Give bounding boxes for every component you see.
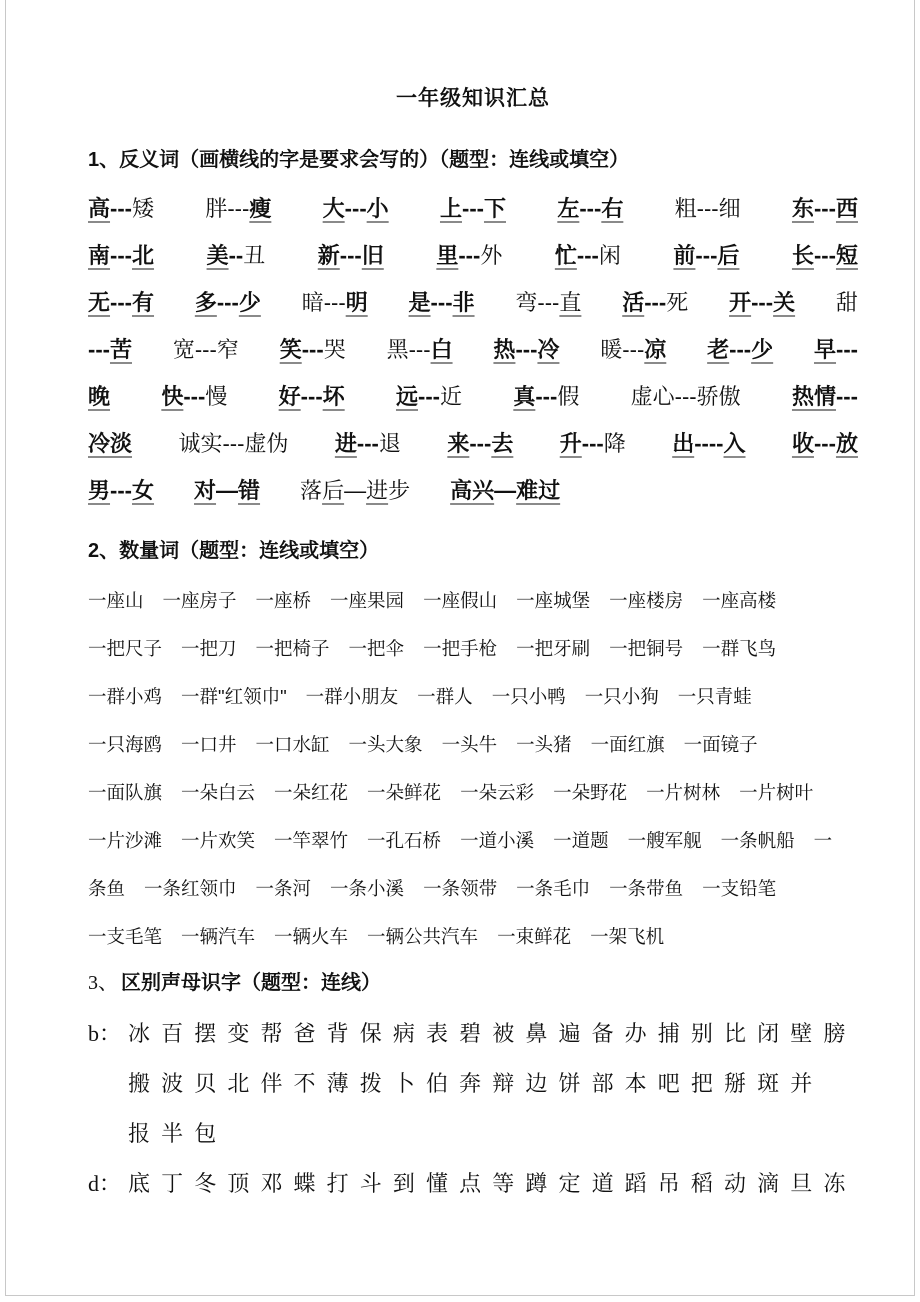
antonym-pair [675,192,741,223]
antonym-word: 南 [88,243,111,268]
antonym-pair [300,474,410,505]
antonym-word: --- [537,290,560,315]
antonym-word: 冷 [537,337,560,362]
antonym-word: 老 [707,337,730,362]
quantity-phrase: 一座假山 [423,590,498,611]
antonym-word: 进 [366,478,389,503]
initial-letter: b： [88,1021,122,1046]
section-3-number: 3、 [88,972,118,994]
antonym-word: 笑 [279,337,302,362]
antonym-word: --- [216,290,239,315]
antonym-pair [194,474,260,505]
antonym-word: 新 [317,243,340,268]
quantity-phrase: 一孔石桥 [367,830,442,851]
antonym-word: 西 [835,196,858,221]
antonym-word: 直 [559,290,582,315]
antonym-pair [450,474,560,505]
antonym-pair [792,239,858,270]
quantity-phrase: 一只青蛙 [677,686,752,707]
quantity-phrase: 一架飞机 [590,926,665,947]
antonym-pair [88,333,132,364]
quantity-phrase: 一口水缸 [255,734,330,755]
antonym-word: ---- [694,431,724,456]
antonym-word: 坏 [322,384,345,409]
antonym-word: 虚伪 [244,431,289,456]
quantity-phrase: 条鱼 [88,878,126,899]
antonym-word: --- [579,196,602,221]
antonym-word: 黑 [386,337,409,362]
antonym-word: 前 [673,243,696,268]
antonym-word: 早 [814,337,837,362]
quantity-phrase: 一把椅子 [255,638,330,659]
antonym-word: --- [88,337,110,362]
quantity-phrase: 一条领带 [423,878,498,899]
antonym-word: 上 [439,196,462,221]
quantity-phrase: 一把伞 [348,638,405,659]
antonym-pair [515,286,581,317]
quantity-phrase: 一头大象 [348,734,423,755]
antonym-word: 是 [408,290,431,315]
antonym-word: 右 [601,196,624,221]
antonym-pair [440,192,506,223]
antonym-word: --- [194,337,217,362]
quantity-phrase: 一朵野花 [553,782,628,803]
antonym-word: 苦 [109,337,132,362]
antonym-row [88,278,858,325]
quantity-phrase: 一群飞鸟 [702,638,777,659]
antonym-word: 关 [773,290,796,315]
antonym-word: 东 [791,196,814,221]
section-3-title: 区别声母识字（题型：连线） [121,972,381,994]
antonym-word: 忙 [554,243,577,268]
antonym-word: 非 [452,290,475,315]
antonym-word: 窄 [216,337,239,362]
quantity-phrase: 一把刀 [181,638,237,659]
initial-entry-d [88,1159,858,1209]
quantity-phrase: 一座楼房 [609,590,684,611]
antonym-pair [814,333,858,364]
quantity-phrase: 一条帆船 [720,830,795,851]
antonym-pair [707,333,773,364]
antonym-pair [409,286,475,317]
antonym-word: --- [356,431,379,456]
quantity-phrase: 一支铅笔 [702,878,777,899]
antonym-word: 入 [723,431,746,456]
antonym-word: --- [674,384,697,409]
antonym-word: 热 [493,337,516,362]
quantity-row [88,721,858,769]
antonym-pair [318,239,384,270]
antonym-pair [195,286,261,317]
quantity-phrase: 一把牙刷 [516,638,591,659]
quantity-phrase: 一群小朋友 [305,686,399,707]
antonym-pair [205,192,271,223]
antonym-word: --- [110,196,132,221]
quantity-phrase: 一条红领巾 [144,878,237,899]
antonym-word: --- [729,337,752,362]
antonym-word: 真 [513,384,536,409]
antonym-word: --- [581,431,604,456]
quantity-phrase: 一面镜子 [683,734,758,755]
quantity-row [88,577,858,625]
quantity-phrase: 一片树林 [646,782,721,803]
antonym-pair [672,427,745,458]
quantity-phrase: 一头牛 [441,734,498,755]
antonym-word: 丑 [243,243,266,268]
antonym-pair [178,427,288,458]
antonym-word: -- [228,243,244,268]
quantity-phrase: 一条河 [255,878,312,899]
antonym-word: 矮 [132,196,155,221]
antonym-pair [622,286,688,317]
antonym-word: 进 [334,431,357,456]
antonym-word: 粗 [674,196,697,221]
antonym-pair [88,192,154,223]
antonym-word: 明 [345,290,368,315]
antonym-pair [387,333,453,364]
quantity-phrase: 一片沙滩 [88,830,163,851]
quantity-phrase: 一束鲜花 [497,926,572,947]
antonym-word: 外 [480,243,503,268]
antonym-pair [792,427,858,458]
antonym-word: 美 [206,243,229,268]
antonym-word: --- [222,431,245,456]
antonym-word: — [216,478,239,503]
antonym-pair [88,474,154,505]
antonym-word: 高 [88,196,111,221]
quantity-phrase: 一面队旗 [88,782,163,803]
antonym-row [88,372,858,419]
antonym-word: --- [462,196,484,221]
antonym-word: --- [836,337,858,362]
quantity-phrase: 一朵鲜花 [367,782,442,803]
antonym-pair [792,192,858,223]
antonym-word: 来 [447,431,470,456]
antonym-word: 高兴 [450,478,495,503]
antonym-word: 暗 [301,290,324,315]
antonym-word: --- [183,384,206,409]
character-line: 底 丁 冬 顶 邓 蝶 打 斗 到 懂 点 等 蹲 定 道 蹈 吊 稻 动 滴 旦 冻 [128,1171,846,1196]
quantity-phrase: 一群"红领巾" [181,686,287,707]
antonym-pair [88,427,132,458]
antonym-word: 有 [132,290,155,315]
antonym-pair [513,380,579,411]
antonym-word: 后 [717,243,740,268]
antonym-word: --- [339,243,362,268]
antonym-word: --- [576,243,599,268]
quantity-phrase: 一支毛笔 [88,926,163,947]
antonym-word: 小 [366,196,389,221]
antonym-word: 瘦 [249,196,272,221]
quantity-phrase: 一座山 [88,590,144,611]
character-line: 报 半 包 [128,1121,217,1146]
antonym-pair [729,286,795,317]
antonym-pair [447,427,513,458]
antonym-pair [600,333,666,364]
antonym-word: 胖 [205,196,228,221]
antonym-pair [792,380,858,411]
antonym-word: 去 [491,431,514,456]
antonym-word: 诚实 [178,431,223,456]
antonym-pair [161,380,227,411]
antonym-word: 慢 [205,384,228,409]
quantity-phrase: 一把铜号 [609,638,684,659]
antonym-word: 下 [483,196,506,221]
quantity-phrase: 一座城堡 [516,590,591,611]
antonym-row [88,466,858,513]
antonym-word: 多 [194,290,217,315]
antonym-word: 降 [603,431,626,456]
quantity-phrase: 一只小鸭 [491,686,566,707]
antonym-word: --- [430,290,453,315]
antonym-word: --- [301,337,324,362]
quantity-phrase: 一头猪 [516,734,572,755]
antonym-word: --- [323,290,346,315]
antonym-word: --- [813,431,836,456]
quantity-phrase: 一 [813,830,833,851]
initial-entry-b [88,1009,858,1159]
quantity-phrase: 一朵云彩 [460,782,535,803]
antonym-word: 快 [161,384,184,409]
antonym-word: 里 [436,243,459,268]
antonym-pair [557,192,623,223]
antonym-word: 弯 [515,290,538,315]
section-1-heading: 1、反义词（画横线的字是要求会写的）（题型：连线或填空） [88,149,630,171]
quantity-row [88,769,858,817]
character-line: 冰 百 摆 变 帮 爸 背 保 病 表 碧 被 鼻 遍 备 办 捕 别 比 闭 壁 膀 [128,1021,846,1046]
antonym-pair [436,239,502,270]
antonym-pair [323,192,389,223]
antonym-word: 错 [238,478,261,503]
antonym-word: 退 [378,431,401,456]
quantity-phrase: 一艘军舰 [627,830,702,851]
antonym-word: --- [110,290,132,315]
antonym-word: --- [300,384,323,409]
antonym-word: 长 [791,243,814,268]
antonym-pair [673,239,739,270]
antonym-word: 旧 [361,243,384,268]
quantity-phrase: 一朵红花 [274,782,349,803]
antonym-word: 短 [835,243,858,268]
antonym-word: --- [696,196,719,221]
quantity-row [88,625,858,673]
antonym-word: --- [813,196,836,221]
antonym-pair [555,239,621,270]
antonym-pair [493,333,559,364]
antonym-word: 近 [439,384,462,409]
quantity-phrase: 一座高楼 [702,590,777,611]
quantity-phrase: 一竿翠竹 [274,830,349,851]
quantity-phrase: 一面红旗 [590,734,665,755]
antonym-word: 难过 [516,478,561,503]
section-2-heading: 2、数量词（题型：连线或填空） [88,540,380,562]
quantity-phrase: 一辆公共汽车 [367,926,479,947]
antonym-word: 出 [672,431,695,456]
antonym-word: 骄傲 [696,384,741,409]
quantity-phrase: 一座桥 [255,590,312,611]
antonym-word: 女 [132,478,155,503]
antonym-word: --- [227,196,250,221]
antonym-word: 死 [666,290,689,315]
antonym-word: 升 [559,431,582,456]
character-lines [128,1009,858,1159]
antonym-word: 假 [557,384,580,409]
antonym-word: 对 [194,478,217,503]
antonym-pair [88,286,154,317]
quantity-phrase: 一群小鸡 [88,686,163,707]
antonym-word: --- [535,384,558,409]
antonym-word: 无 [88,290,111,315]
antonym-word: --- [344,196,367,221]
antonym-word: — [344,478,367,503]
antonym-word: --- [469,431,492,456]
antonym-row [88,325,858,372]
quantity-phrase: 一辆汽车 [181,926,256,947]
antonym-word: --- [110,478,132,503]
antonym-word: 活 [622,290,645,315]
character-lines [128,1159,858,1209]
antonym-row [88,184,858,231]
antonym-pair [560,427,626,458]
initials-list [88,1009,858,1209]
quantity-phrase: 一群人 [417,686,473,707]
antonym-word: 虚心 [630,384,675,409]
antonym-word: --- [408,337,431,362]
antonym-word: --- [418,384,440,409]
quantity-phrase: 一条毛巾 [516,878,591,899]
quantity-phrase: 一道小溪 [460,830,535,851]
antonym-word: 哭 [323,337,346,362]
quantity-row [88,913,858,961]
antonym-word: --- [835,384,858,409]
antonym-pair [280,333,346,364]
quantity-phrase: 一条小溪 [330,878,405,899]
section-3-heading [88,971,858,995]
antonym-word: --- [751,290,774,315]
quantity-phrase: 一道题 [553,830,609,851]
antonym-word: 白 [430,337,453,362]
antonym-word: 步 [388,478,411,503]
antonym-pair [335,427,401,458]
initial-letter: d： [88,1171,122,1196]
quantity-phrase: 一片树叶 [739,782,814,803]
antonym-word: 宽 [172,337,195,362]
antonym-word: 收 [791,431,814,456]
antonym-word: 暖 [600,337,623,362]
quantity-phrase: 一只海鸥 [88,734,163,755]
antonym-word: --- [110,243,132,268]
quantity-row [88,865,858,913]
quantity-phrase: 一只小狗 [584,686,659,707]
antonym-word: --- [458,243,481,268]
quantity-word-list [88,577,858,961]
quantity-phrase: 一座果园 [330,590,405,611]
antonym-word: 好 [278,384,301,409]
antonym-row [88,419,858,466]
antonym-word: --- [813,243,836,268]
antonym-word: 放 [835,431,858,456]
antonym-word: 北 [132,243,155,268]
antonym-pair [396,380,462,411]
antonym-row [88,231,858,278]
quantity-phrase: 一把手枪 [423,638,498,659]
antonym-word: --- [622,337,645,362]
document-title: 一年级知识汇总 [396,87,550,110]
antonym-word: 凉 [644,337,667,362]
antonym-word: 甜 [835,290,858,315]
antonym-list [88,184,858,513]
character-line: 搬 波 贝 北 伴 不 薄 拨 卜 伯 奔 辩 边 饼 部 本 吧 把 掰 斑 并 [128,1071,813,1096]
antonym-pair [88,380,110,411]
antonym-word: 晚 [88,384,111,409]
antonym-word: 男 [88,478,111,503]
antonym-word: 后 [322,478,345,503]
antonym-word: 少 [238,290,261,315]
antonym-word: 落 [300,478,323,503]
antonym-word: 大 [322,196,345,221]
antonym-pair [279,380,345,411]
antonym-word: 远 [395,384,418,409]
antonym-word: 开 [729,290,752,315]
quantity-row [88,673,858,721]
antonym-word: --- [695,243,718,268]
quantity-phrase: 一把尺子 [88,638,163,659]
antonym-pair [836,286,858,317]
antonym-word: 少 [751,337,774,362]
antonym-word: 左 [557,196,580,221]
antonym-pair [631,380,741,411]
antonym-pair [207,239,266,270]
antonym-word: 热情 [791,384,836,409]
quantity-phrase: 一片欢笑 [181,830,256,851]
quantity-phrase: 一辆火车 [274,926,349,947]
quantity-phrase: 一朵白云 [181,782,256,803]
antonym-pair [302,286,368,317]
quantity-phrase: 一口井 [181,734,237,755]
antonym-word: --- [515,337,538,362]
antonym-word: 冷淡 [88,431,133,456]
antonym-word: --- [644,290,667,315]
antonym-word: 闲 [598,243,621,268]
antonym-word: — [494,478,517,503]
antonym-word: 细 [718,196,741,221]
antonym-pair [88,239,154,270]
quantity-phrase: 一条带鱼 [609,878,684,899]
antonym-pair [173,333,239,364]
quantity-row [88,817,858,865]
quantity-phrase: 一座房子 [162,590,237,611]
